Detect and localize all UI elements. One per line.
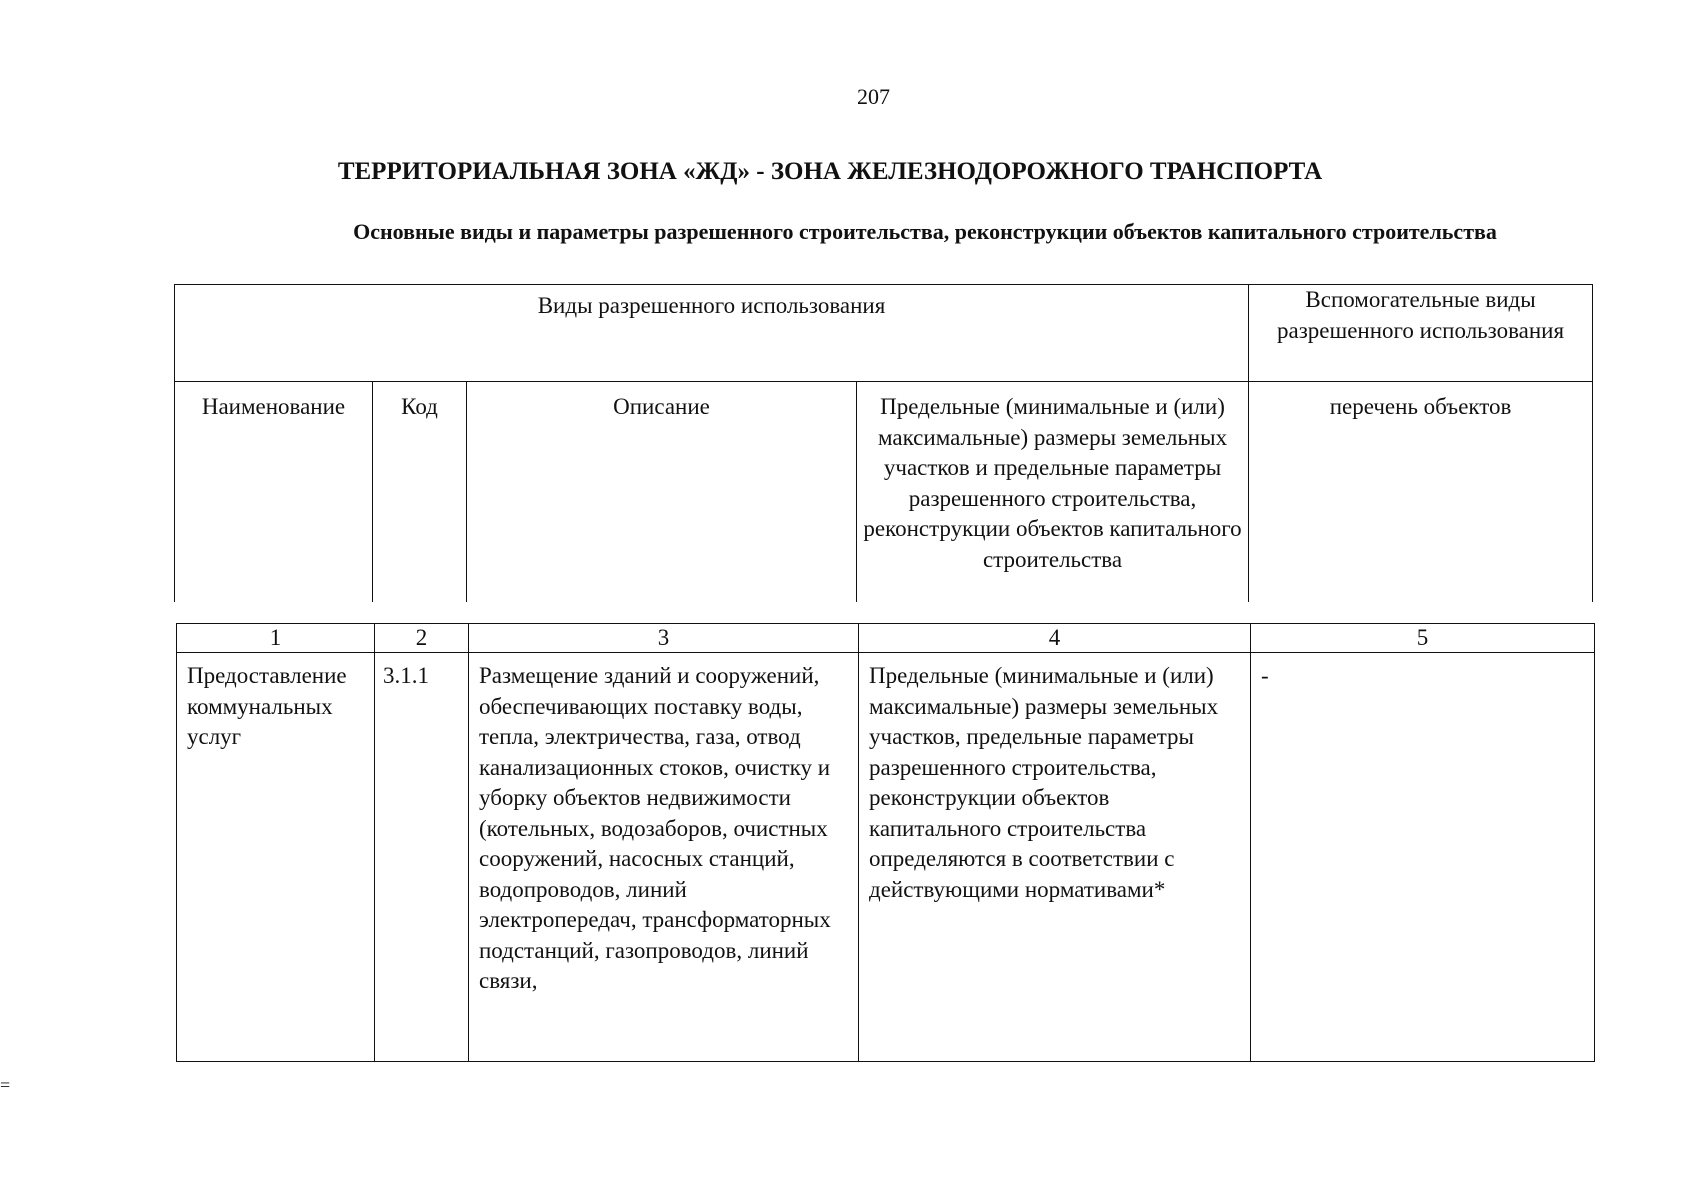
- header-table: [174, 284, 1593, 602]
- header-col-code: Код: [373, 382, 467, 603]
- header-main-group: Виды разрешенного использования: [175, 285, 1249, 382]
- table-row: [177, 653, 1595, 1062]
- column-number-4: 4: [859, 624, 1251, 653]
- cell-limits: Предельные (минимальные и (или) максимальные) размеры земельных участков, предельные параметры разрешенного строительства, реконструкции объектов капитального строительства определяются в соответствии с действующими нормативами*: [859, 653, 1251, 1062]
- header-aux-group: Вспомогательные виды разрешенного использования: [1249, 285, 1593, 382]
- column-number-2: 2: [375, 624, 469, 653]
- column-number-5: 5: [1251, 624, 1595, 653]
- data-table: [176, 623, 1595, 1062]
- page-number: 207: [857, 84, 890, 109]
- header-col-name: Наименование: [175, 382, 373, 603]
- cell-code: 3.1.1: [375, 653, 469, 1062]
- margin-mark: =: [0, 1075, 11, 1095]
- header-col-limits: Предельные (минимальные и (или) максимальные) размеры земельных участков и предельные параметры разрешенного строительства, реконструкции объектов капитального строительства: [857, 382, 1249, 603]
- cell-description: Размещение зданий и сооружений, обеспечивающих поставку воды, тепла, электричества, газа, отвод канализационных стоков, очистку и уборку объектов недвижимости (котельных, водозаборов, очистных сооружений, насосных станций, водопроводов, линий электропередач, трансформаторных подстанций, газопроводов, линий связи,: [469, 653, 859, 1062]
- header-col-description: Описание: [467, 382, 857, 603]
- page-title: ТЕРРИТОРИАЛЬНАЯ ЗОНА «ЖД» - ЗОНА ЖЕЛЕЗНОДОРОЖНОГО ТРАНСПОРТА: [337, 158, 1323, 185]
- column-number-3: 3: [469, 624, 859, 653]
- section-subtitle: Основные виды и параметры разрешенного строительства, реконструкции объектов капитального строительства: [353, 219, 1497, 244]
- cell-name: Предоставление коммунальных услуг: [177, 653, 375, 1062]
- column-number-1: 1: [177, 624, 375, 653]
- cell-aux: -: [1251, 653, 1595, 1062]
- header-col-aux-list: перечень объектов: [1249, 382, 1593, 603]
